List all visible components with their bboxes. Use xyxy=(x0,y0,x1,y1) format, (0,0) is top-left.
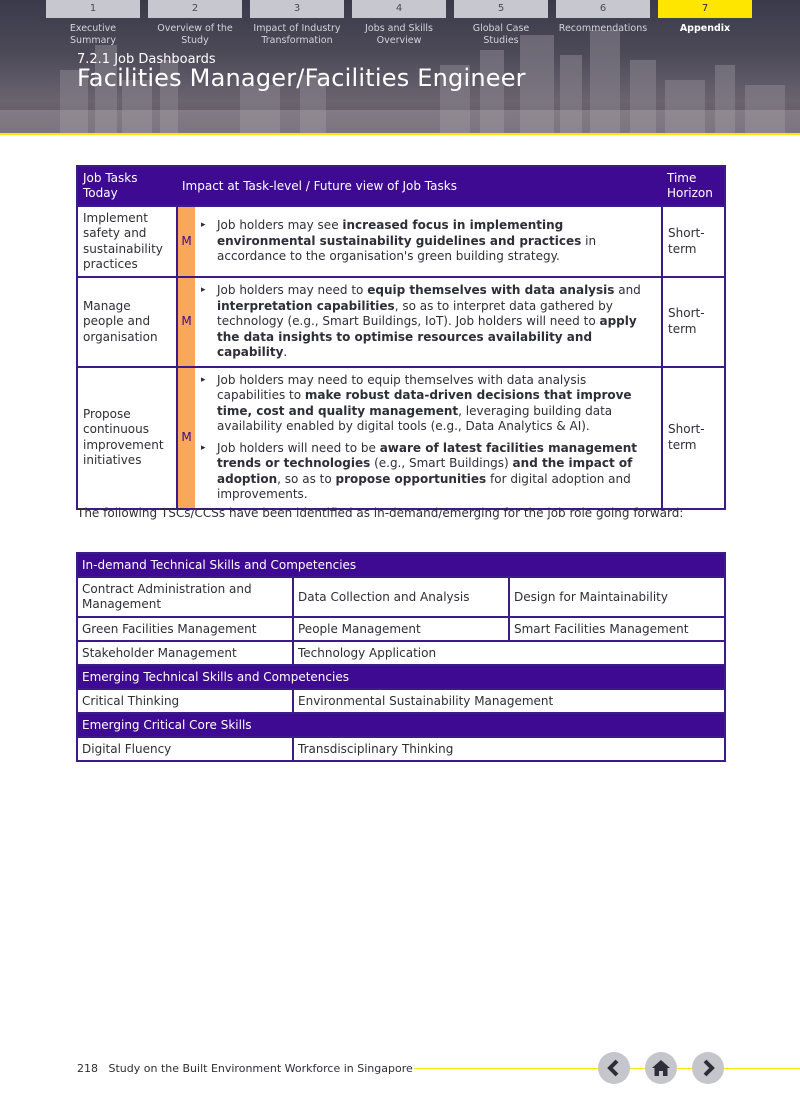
impact-description xyxy=(195,277,662,367)
nav-tab-number: 4 xyxy=(352,0,446,18)
footer-text xyxy=(77,1062,413,1075)
impact-level-badge: M xyxy=(177,277,195,367)
nav-tab-number: 5 xyxy=(454,0,548,18)
skills-section-header xyxy=(77,553,725,577)
bold-text: increased focus in implementing environmental sustainability guidelines and practices xyxy=(217,218,582,248)
page-number: 218 xyxy=(77,1062,98,1075)
nav-tab-number: 7 xyxy=(658,0,752,18)
impact-description xyxy=(195,367,662,509)
task-name: Manage people and organisation xyxy=(77,277,177,367)
bold-text: interpretation capabilities xyxy=(217,298,395,313)
nav-tab-7[interactable] xyxy=(658,0,752,47)
time-horizon: Short-term xyxy=(662,367,725,509)
skill-cell: Contract Administration and Management xyxy=(77,577,293,617)
bold-text: aware of latest facilities management trends or technologies xyxy=(217,440,637,470)
bold-text: make robust data-driven decisions that improve time, cost and quality management xyxy=(217,388,632,418)
nav-tab-3[interactable] xyxy=(250,0,344,47)
task-row xyxy=(77,277,725,367)
skills-section-header xyxy=(77,713,725,737)
page-title: Facilities Manager/Facilities Engineer xyxy=(77,64,526,92)
skill-cell: Smart Facilities Management xyxy=(509,617,725,641)
text: . xyxy=(283,345,288,359)
skill-cell: Green Facilities Management xyxy=(77,617,293,641)
next-page-button[interactable] xyxy=(692,1052,724,1084)
text: Job holders may see xyxy=(217,218,343,233)
footer-title: Study on the Built Environment Workforce in Singapore xyxy=(108,1062,413,1075)
banner-divider xyxy=(0,133,800,135)
nav-tab-5[interactable] xyxy=(454,0,548,47)
text: and xyxy=(614,283,641,297)
nav-tab-label: Appendix xyxy=(679,23,731,34)
bold-text: propose opportunities xyxy=(335,471,487,486)
nav-tab-1[interactable] xyxy=(46,0,140,47)
skills-table xyxy=(76,552,726,762)
skills-section-title: Emerging Critical Core Skills xyxy=(77,713,725,737)
bold-text: apply the data insights to optimise resources availability and capability xyxy=(217,314,637,359)
impact-bullet xyxy=(201,283,656,361)
text: Job holders will need to be xyxy=(217,440,380,455)
nav-tab-label: Global Case Studies xyxy=(472,23,530,46)
skill-cell: Environmental Sustainability Management xyxy=(293,689,725,713)
impact-level-badge: M xyxy=(177,206,195,277)
skills-section-title: Emerging Technical Skills and Competencies xyxy=(77,665,725,689)
header-job-tasks: Job Tasks Today xyxy=(77,166,177,206)
skills-section-title: In-demand Technical Skills and Competencies xyxy=(77,553,725,577)
text: , leveraging building data availability enabled by digital tools (e.g., Data Analytics & AI). xyxy=(217,403,613,433)
impact-description xyxy=(195,206,662,277)
impact-bullet xyxy=(201,373,656,435)
skills-row xyxy=(77,641,725,665)
text: (e.g., Smart Buildings) xyxy=(370,456,513,470)
time-horizon: Short-term xyxy=(662,277,725,367)
skills-section-header xyxy=(77,665,725,689)
next-icon xyxy=(699,1059,717,1077)
impact-bullet xyxy=(201,218,656,265)
impact-bullet xyxy=(201,441,656,503)
job-tasks-table xyxy=(76,165,726,510)
nav-tab-label: Executive Summary xyxy=(69,23,117,46)
bold-text: equip themselves with data analysis xyxy=(367,283,615,297)
nav-tab-label: Jobs and Skills Overview xyxy=(365,23,433,46)
skill-cell: Technology Application xyxy=(293,641,725,665)
text: , so as to interpret data gathered by technology (e.g., Smart Buildings, IoT). Job holders will need to xyxy=(217,298,613,328)
section-label: 7.2.1 Job Dashboards xyxy=(77,52,216,67)
nav-tab-2[interactable] xyxy=(148,0,242,47)
text: in accordance to the organisation's green building strategy. xyxy=(217,233,597,264)
nav-tab-number: 3 xyxy=(250,0,344,18)
nav-tab-label: Impact of Industry Transformation xyxy=(253,23,341,46)
nav-tab-number: 1 xyxy=(46,0,140,18)
nav-tab-number: 6 xyxy=(556,0,650,18)
skills-row xyxy=(77,737,725,761)
task-name: Propose continuous improvement initiatives xyxy=(77,367,177,509)
task-row xyxy=(77,206,725,277)
header-time-horizon: Time Horizon xyxy=(662,166,725,206)
home-icon xyxy=(651,1059,671,1077)
bold-text: and the impact of adoption xyxy=(217,456,633,486)
skill-cell: Design for Maintainability xyxy=(509,577,725,617)
chapter-nav xyxy=(46,0,752,47)
impact-level-badge: M xyxy=(177,367,195,509)
nav-tab-label: Recommendations xyxy=(558,23,648,34)
nav-tab-label: Overview of the Study xyxy=(157,23,233,46)
text: for digital adoption and improvements. xyxy=(217,471,631,501)
text: , so as to xyxy=(277,471,336,486)
skill-cell: Transdisciplinary Thinking xyxy=(293,737,725,761)
task-row xyxy=(77,367,725,509)
skill-cell: Stakeholder Management xyxy=(77,641,293,665)
nav-tab-number: 2 xyxy=(148,0,242,18)
prev-icon xyxy=(605,1059,623,1077)
skill-cell: Data Collection and Analysis xyxy=(293,577,509,617)
home-button[interactable] xyxy=(645,1052,677,1084)
nav-tab-4[interactable] xyxy=(352,0,446,47)
text: Job holders may need to equip themselves with data analysis capabilities to xyxy=(217,372,587,402)
skill-cell: People Management xyxy=(293,617,509,641)
skills-row xyxy=(77,577,725,617)
nav-tab-6[interactable] xyxy=(556,0,650,47)
task-name: Implement safety and sustainability practices xyxy=(77,206,177,277)
table-header-row xyxy=(77,166,725,206)
skill-cell: Digital Fluency xyxy=(77,737,293,761)
header-impact: Impact at Task-level / Future view of Job Tasks xyxy=(177,166,662,206)
text: Job holders may need to xyxy=(217,283,368,297)
time-horizon: Short-term xyxy=(662,206,725,277)
skills-row xyxy=(77,617,725,641)
skills-intro-text: The following TSCs/CCSs have been identified as in-demand/emerging for the job role going forward: xyxy=(77,506,684,520)
prev-page-button[interactable] xyxy=(598,1052,630,1084)
skills-row xyxy=(77,689,725,713)
skill-cell: Critical Thinking xyxy=(77,689,293,713)
